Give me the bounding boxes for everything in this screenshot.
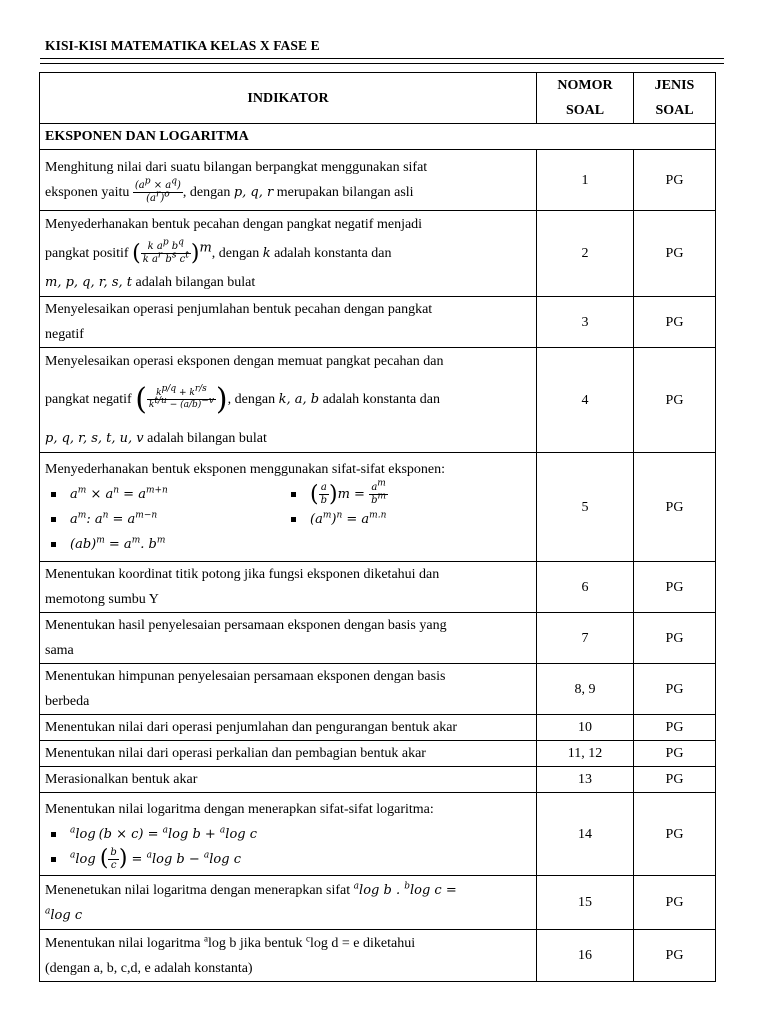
formula-fraction: $\frac{k^{p/q} + k^{r/s}}{k^{t/u} - (a/b)^{-v}}$ — [148, 384, 214, 411]
bullet-icon — [51, 542, 56, 547]
kisi-kisi-table — [39, 72, 716, 982]
jenis-soal-cell: PG — [634, 876, 716, 930]
header-indikator: INDIKATOR — [40, 73, 537, 124]
jenis-soal-cell: PG — [634, 793, 716, 876]
indikator-cell: Menenetukan nilai logaritma dengan menerapkan sifat $^a$log b . $^b$log c = $^a$log c — [40, 876, 537, 930]
jenis-soal-cell: PG — [634, 613, 716, 664]
indikator-cell: Menentukan nilai logaritma $^a$log b jika bentuk $^c$log d = e diketahui (dengan a, b, c,d, e adalah konstanta) — [40, 930, 537, 982]
indikator-cell: Menyelesaikan operasi eksponen dengan memuat pangkat pecahan dan pangkat negatif ( $\frac{k^{p/q} + k^{r/s}}{k^{t/u} - (a/b)^{-v}}$ ), dengan k, a, b adalah konstanta dan p, q, r, s, t, u, v adalah bilangan bulat — [40, 348, 537, 453]
table-row — [40, 664, 716, 715]
header-nomor-soal: NOMOR SOAL — [537, 73, 634, 124]
indikator-cell: Menentukan nilai logaritma dengan menerapkan sifat-sifat logaritma: $^a$log (b × c) = $^a$log b + $^a$log c $^a$log ( $\frac{b}{c}$ ) = $^a$log b − $^a$log c — [40, 793, 537, 876]
jenis-soal-cell: PG — [634, 211, 716, 297]
jenis-soal-cell: PG — [634, 664, 716, 715]
jenis-soal-cell: PG — [634, 741, 716, 767]
indikator-cell: Merasionalkan bentuk akar — [40, 767, 537, 793]
nomor-soal-cell: 4 — [537, 348, 634, 453]
table-row — [40, 150, 716, 211]
indikator-cell: Menyederhanakan bentuk eksponen menggunakan sifat-sifat eksponen: $a^m \times a^n = a^{m+n}$ ( $\frac{a}{b}$ ) m = $\frac{a^m}{b^m}$ $a^m$: $a^n = a^{m-n}$ $(a^m)^n = a^{m.n}$ $(ab)^m = a^m$. $b^m$ — [40, 453, 537, 562]
table-row — [40, 297, 716, 348]
exponent-properties-list — [45, 478, 531, 557]
nomor-soal-cell: 6 — [537, 562, 634, 613]
section-title: EKSPONEN DAN LOGARITMA — [40, 124, 716, 150]
nomor-soal-cell: 11, 12 — [537, 741, 634, 767]
bullet-icon — [291, 492, 296, 497]
indikator-cell: Menyelesaikan operasi penjumlahan bentuk pecahan dengan pangkat negatif — [40, 297, 537, 348]
list-item: $a^m \times a^n = a^{m+n}$ — [45, 482, 285, 507]
formula-fraction: $\frac{k a^p b^q}{k a^r b^s c^t}$ — [142, 237, 189, 266]
jenis-soal-cell: PG — [634, 297, 716, 348]
jenis-soal-cell: PG — [634, 453, 716, 562]
table-row — [40, 715, 716, 741]
table-row — [40, 211, 716, 297]
nomor-soal-cell: 10 — [537, 715, 634, 741]
table-row — [40, 562, 716, 613]
nomor-soal-cell: 14 — [537, 793, 634, 876]
indikator-cell: Menentukan hasil penyelesaian persamaan eksponen dengan basis yang sama — [40, 613, 537, 664]
table-row — [40, 453, 716, 562]
table-row — [40, 930, 716, 982]
table-row — [40, 793, 716, 876]
header-jenis-soal: JENIS SOAL — [634, 73, 716, 124]
indikator-cell: Menentukan himpunan penyelesaian persamaan eksponen dengan basis berbeda — [40, 664, 537, 715]
section-row — [40, 124, 716, 150]
indikator-cell: Menghitung nilai dari suatu bilangan berpangkat menggunakan sifat eksponen yaitu $\frac{(a^p \times a^q)}{(a^r)^o}$ , dengan p, q, r merupakan bilangan asli — [40, 150, 537, 211]
table-row — [40, 741, 716, 767]
table-row — [40, 348, 716, 453]
title-rule-thick — [40, 58, 724, 59]
list-item: $^a$log (b × c) = $^a$log b + $^a$log c — [45, 822, 531, 847]
bullet-icon — [51, 492, 56, 497]
nomor-soal-cell: 2 — [537, 211, 634, 297]
bullet-icon — [291, 517, 296, 522]
indikator-cell: Menentukan nilai dari operasi penjumlahan dan pengurangan bentuk akar — [40, 715, 537, 741]
list-item: $(a^m)^n = a^{m.n}$ — [285, 507, 525, 532]
list-item: $^a$log ( $\frac{b}{c}$ ) = $^a$log b − $^a$log c — [45, 847, 531, 872]
nomor-soal-cell: 8, 9 — [537, 664, 634, 715]
jenis-soal-cell: PG — [634, 348, 716, 453]
bullet-icon — [51, 832, 56, 837]
header-row — [40, 73, 716, 124]
document-title: KISI-KISI MATEMATIKA KELAS X FASE E — [45, 38, 320, 53]
jenis-soal-cell: PG — [634, 150, 716, 211]
list-item: $a^m$: $a^n = a^{m-n}$ — [45, 507, 285, 532]
nomor-soal-cell: 15 — [537, 876, 634, 930]
indikator-cell: Menentukan koordinat titik potong jika fungsi eksponen diketahui dan memotong sumbu Y — [40, 562, 537, 613]
bullet-icon — [51, 857, 56, 862]
bullet-icon — [51, 517, 56, 522]
nomor-soal-cell: 7 — [537, 613, 634, 664]
jenis-soal-cell: PG — [634, 715, 716, 741]
table-row — [40, 613, 716, 664]
indikator-cell: Menyederhanakan bentuk pecahan dengan pangkat negatif menjadi pangkat positif ( $\frac{k a^p b^q}{k a^r b^s c^t}$ )$^m$, dengan k adalah konstanta dan m, p, q, r, s, t adalah bilangan bulat — [40, 211, 537, 297]
indikator-cell: Menentukan nilai dari operasi perkalian dan pembagian bentuk akar — [40, 741, 537, 767]
nomor-soal-cell: 13 — [537, 767, 634, 793]
nomor-soal-cell: 3 — [537, 297, 634, 348]
nomor-soal-cell: 1 — [537, 150, 634, 211]
formula-fraction: $\frac{(a^p \times a^q)}{(a^r)^o}$ — [134, 176, 181, 205]
list-item: ( $\frac{a}{b}$ ) m = $\frac{a^m}{b^m}$ — [285, 482, 525, 507]
jenis-soal-cell: PG — [634, 562, 716, 613]
list-item: $(ab)^m = a^m$. $b^m$ — [45, 532, 285, 557]
title-rule-thin — [40, 63, 724, 64]
table-row — [40, 767, 716, 793]
jenis-soal-cell: PG — [634, 767, 716, 793]
table-row — [40, 876, 716, 930]
nomor-soal-cell: 16 — [537, 930, 634, 982]
jenis-soal-cell: PG — [634, 930, 716, 982]
nomor-soal-cell: 5 — [537, 453, 634, 562]
